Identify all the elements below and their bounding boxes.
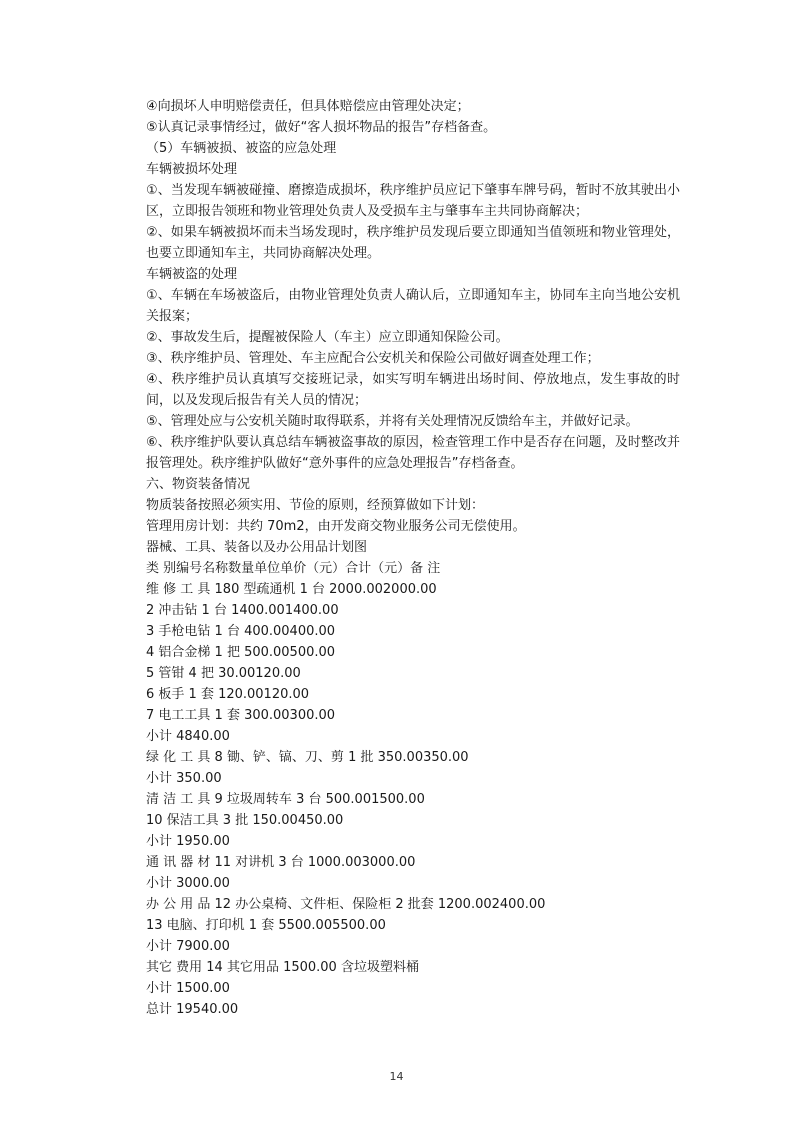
table-row: 10 保洁工具 3 批 150.00450.00 bbox=[146, 813, 344, 828]
table-row: 6 板手 1 套 120.00120.00 bbox=[146, 687, 310, 702]
paragraph-line: ③、秩序维护员、管理处、车主应配合公安机关和保险公司做好调查处理工作； bbox=[146, 351, 600, 366]
document-body bbox=[120, 96, 680, 1020]
total-row: 总计 19540.00 bbox=[146, 1002, 239, 1017]
table-row: 维 修 工 具 180 型疏通机 1 台 2000.002000.00 bbox=[146, 582, 437, 597]
table-row: 清 洁 工 具 9 垃圾周转车 3 台 500.001500.00 bbox=[146, 792, 425, 807]
table-row: 绿 化 工 具 8 锄、铲、镐、刀、剪 1 批 350.00350.00 bbox=[146, 750, 469, 765]
table-row: 7 电工工具 1 套 300.00300.00 bbox=[146, 708, 336, 723]
table-row: 办 公 用 品 12 办公桌椅、文件柜、保险柜 2 批套 1200.002400.00 bbox=[146, 897, 546, 912]
subsection-heading: 车辆被损坏处理 bbox=[146, 162, 238, 177]
subtotal-row: 小计 4840.00 bbox=[146, 729, 230, 744]
subtotal-row: 小计 7900.00 bbox=[146, 939, 230, 954]
paragraph: ②、如果车辆被损坏而未当场发现时，秩序维护员发现后要立即通知当值领班和物业管理处，也要立即通知车主，共同协商解决处理。 bbox=[146, 225, 680, 261]
section-heading: （5）车辆被损、被盗的应急处理 bbox=[146, 141, 337, 156]
table-row: 4 铝合金梯 1 把 500.00500.00 bbox=[146, 645, 336, 660]
paragraph-line: ④向损坏人申明赔偿责任，但具体赔偿应由管理处决定； bbox=[146, 99, 470, 114]
table-title: 器械、工具、装备以及办公用品计划图 bbox=[146, 540, 368, 555]
paragraph-line: ⑤认真记录事情经过，做好“客人损坏物品的报告”存档备查。 bbox=[146, 120, 497, 135]
table-row: 其它 费用 14 其它用品 1500.00 含垃圾塑料桶 bbox=[146, 960, 419, 975]
paragraph: ⑥、秩序维护队要认真总结车辆被盗事故的原因，检查管理工作中是否存在问题，及时整改并报管理处。秩序维护队做好“意外事件的应急处理报告”存档备查。 bbox=[146, 435, 680, 471]
section-heading: 六、物资装备情况 bbox=[146, 477, 251, 492]
table-row: 2 冲击钻 1 台 1400.001400.00 bbox=[146, 603, 339, 618]
paragraph: ④、秩序维护员认真填写交接班记录，如实写明车辆进出场时间、停放地点，发生事故的时间，以及发现后报告有关人员的情况； bbox=[146, 372, 680, 408]
paragraph-line: ⑤、管理处应与公安机关随时取得联系，并将有关处理情况反馈给车主，并做好记录。 bbox=[146, 414, 639, 429]
subtotal-row: 小计 3000.00 bbox=[146, 876, 230, 891]
table-row: 3 手枪电钻 1 台 400.00400.00 bbox=[146, 624, 336, 639]
subtotal-row: 小计 1500.00 bbox=[146, 981, 230, 996]
table-row: 通 讯 器 材 11 对讲机 3 台 1000.003000.00 bbox=[146, 855, 416, 870]
subtotal-row: 小计 1950.00 bbox=[146, 834, 230, 849]
paragraph: ①、当发现车辆被碰撞、磨擦造成损坏，秩序维护员应记下肇事车牌号码，暂时不放其驶出小区，立即报告领班和物业管理处负责人及受损车主与肇事车主共同协商解决； bbox=[146, 183, 680, 219]
paragraph-line: 物质装备按照必须实用、节俭的原则，经预算做如下计划： bbox=[146, 498, 485, 513]
paragraph-line: ②、事故发生后，提醒被保险人（车主）应立即通知保险公司。 bbox=[146, 330, 509, 345]
table-row: 5 管钳 4 把 30.00120.00 bbox=[146, 666, 301, 681]
table-header-line: 类 别编号名称数量单位单价（元）合计（元）备 注 bbox=[146, 561, 441, 576]
paragraph-line: 管理用房计划：共约 70m2，由开发商交物业服务公司无偿使用。 bbox=[146, 519, 526, 534]
paragraph: ①、车辆在车场被盗后，由物业管理处负责人确认后，立即通知车主，协同车主向当地公安机关报案； bbox=[146, 288, 680, 324]
table-row: 13 电脑、打印机 1 套 5500.005500.00 bbox=[146, 918, 386, 933]
page-number: 14 bbox=[389, 1070, 404, 1083]
subtotal-row: 小计 350.00 bbox=[146, 771, 222, 786]
subsection-heading: 车辆被盗的处理 bbox=[146, 267, 238, 282]
